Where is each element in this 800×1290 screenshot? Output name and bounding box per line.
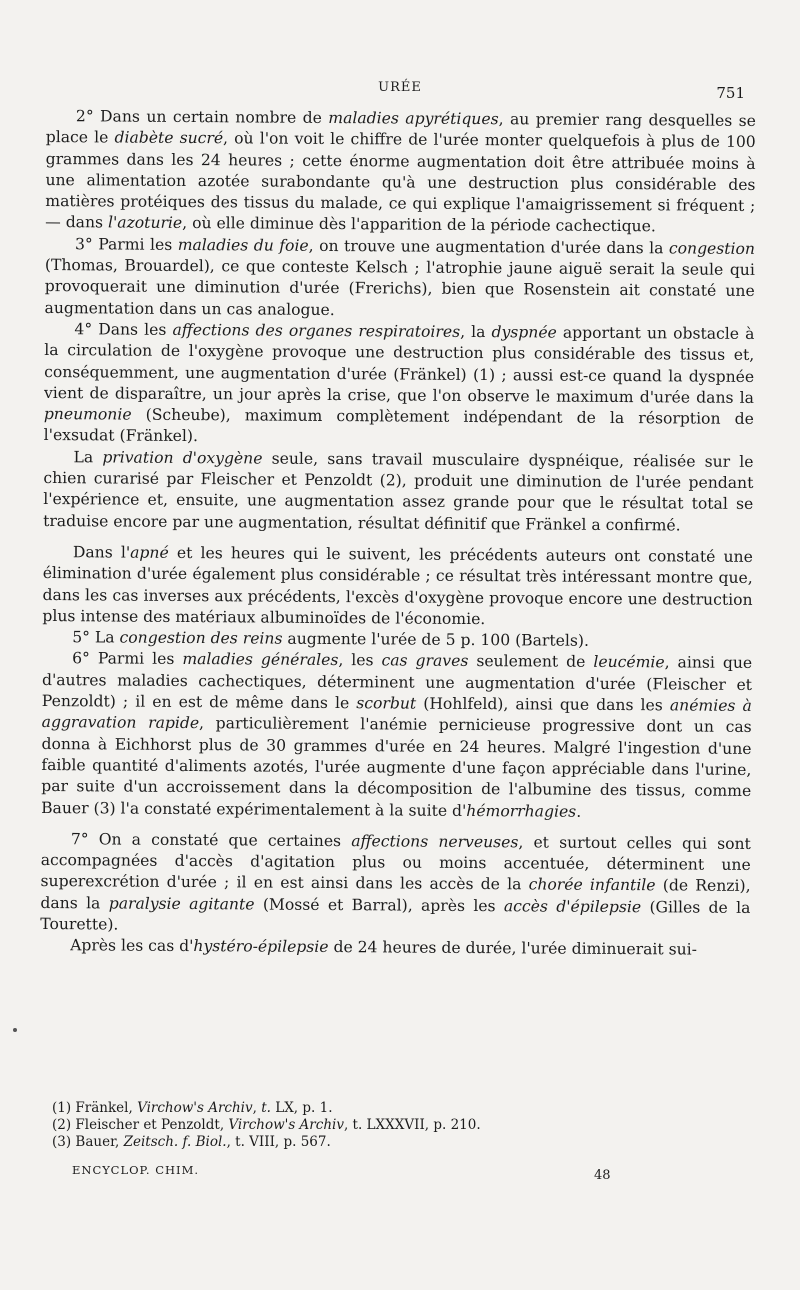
italic-run: maladies apyrétiques: [328, 108, 499, 129]
italic-run: maladies du foie: [177, 235, 309, 255]
text-run: 5° La: [72, 628, 120, 647]
text-run: , la: [460, 322, 492, 342]
text-run: (3) Bauer,: [52, 1134, 124, 1150]
text-run: 4° Dans les: [74, 320, 173, 339]
text-run: (Scheube), maximum complètement indépendant de la résorption de l'exsudat (Fränkel).: [43, 405, 754, 446]
body-text: [40, 106, 756, 962]
footnote-1: [52, 1100, 752, 1117]
footnote-3: [52, 1134, 752, 1151]
text-run: 3° Parmi les: [74, 234, 178, 254]
text-run: augmente l'urée de 5 p. 100 (Bartels).: [282, 629, 590, 650]
italic-run: congestion des reins: [119, 628, 283, 648]
paragraph-p3: [45, 234, 756, 324]
ink-speck: [13, 1028, 17, 1032]
text-run: Dans l': [72, 543, 131, 562]
text-run: (Mossé et Barral), après les: [254, 895, 504, 915]
text-run: , où elle diminue dès l'apparition de la période cachectique.: [182, 214, 656, 236]
italic-run: chorée infantile: [528, 875, 656, 895]
text-run: (Thomas, Brouardel), ce que conteste Kelsch ; l'atrophie jaune aiguë serait la seule qui provoquerait une diminution d'urée (Frerichs), bien que Rosenstein ait constaté une augmentation dans un cas analogue.: [44, 256, 755, 319]
italic-run: t.: [261, 1100, 271, 1116]
text-run: de 24 heures de durée, l'urée diminuerait sui-: [328, 938, 698, 959]
italic-run: diabète sucré: [114, 128, 224, 148]
italic-run: Zeitsch. f. Biol.: [123, 1134, 227, 1150]
italic-run: maladies générales: [182, 650, 339, 670]
italic-run: Virchow's Archiv: [228, 1117, 344, 1133]
text-run: seule, sans travail musculaire dyspnéique, réalisée sur le chien curarisé par Fleischer et Penzoldt (2), produit une diminution de l'urée pendant l'expérience et, ensuite, une augmentation assez grande pour que le résultat total se traduise encore par une augmentation, résultat définitif que Fränkel a confirmé.: [43, 449, 754, 535]
text-run: LX, p. 1.: [270, 1100, 333, 1116]
text-run: (de Renzi), dans la: [40, 876, 751, 913]
text-run: seulement de: [468, 652, 594, 672]
text-run: 2° Dans un certain nombre de: [75, 107, 329, 127]
italic-run: l'azoturie: [107, 213, 183, 233]
italic-run: accès d'épilepsie: [503, 896, 642, 916]
italic-run: scorbut: [356, 694, 417, 713]
paragraph-p8: [40, 935, 750, 961]
italic-run: paralysie agitante: [108, 894, 255, 914]
italic-run: leucémie: [593, 653, 665, 672]
text-run: , particulièrement l'anémie pernicieuse progressive dont un cas donna à Eichhorst plus de 30 grammes d'urée en 24 heures. Malgré l'ingestion d'une faible quantité d'aliments azotés, l'urée augmente d'une façon appréciable dans l'urine, par suite d'un accroissement dans la décomposition de l'albumine des tissus, comme Bauer (3) l'a constaté expérimentalement à la suite d': [41, 714, 752, 820]
text-run: , les: [338, 651, 382, 670]
text-run: , t. LXXXVII, p. 210.: [343, 1117, 481, 1133]
text-run: , on trouve une augmentation d'urée dans la: [308, 236, 670, 258]
text-run: apportant un obstacle à la circulation de l'oxygène provoque une destruction plus considérable des tissus et, conséquemment, une augmentation d'urée (Fränkel) (1) ; aussi est-ce quand la dyspnée vient de disparaître, un jour après la crise, que l'on observe le maximum d'urée dans la: [43, 323, 755, 407]
italic-run: hémorrhagies: [466, 801, 577, 821]
page-number: 751: [716, 84, 745, 102]
paragraph-p2: [45, 106, 756, 239]
text-run: .: [576, 802, 582, 821]
paragraph-p4: [44, 319, 755, 452]
text-run: , et surtout celles qui sont accompagnées d'accès d'agitation plus ou moins accentuée, déterminent une superexcrétion d'urée ; il en est ainsi dans les accès de la: [40, 833, 751, 894]
text-run: , ainsi que d'autres maladies cachectiques, déterminent une augmentation d'urée (Fleischer et Penzoldt) ; il en est de même dans le: [41, 653, 753, 713]
paragraph-p6: [41, 648, 752, 823]
paragraph-p4b: [43, 447, 754, 537]
running-head: URÉE: [378, 80, 422, 95]
text-run: (1) Fränkel,: [52, 1100, 138, 1116]
text-run: (Hohlfeld), ainsi que dans les: [416, 694, 670, 715]
text-run: 6° Parmi les: [72, 649, 183, 669]
paragraph-p7: [40, 829, 751, 940]
text-run: , au premier rang desquelles se place le: [45, 110, 756, 147]
italic-run: Virchow's Archiv: [137, 1100, 253, 1116]
footnote-2: [52, 1117, 752, 1134]
text-run: et les heures qui le suivent, les précédents auteurs ont constaté une élimination d'urée également plus considérable ; ce résultat très intéressant montre que, dans les cas inverses aux précédents, l'excès d'oxygène provoque encore une destruction plus intense des matériaux albuminoïdes de l'économie.: [42, 543, 753, 628]
italic-run: hystéro-épilepsie: [193, 937, 329, 957]
italic-run: cas graves: [381, 651, 469, 671]
italic-run: congestion: [668, 239, 756, 258]
paragraph-p4c: [42, 542, 753, 632]
italic-run: pneumonie: [43, 405, 132, 424]
sheet-number: 48: [594, 1168, 611, 1183]
text-run: Après les cas d': [70, 936, 194, 956]
footnotes: [52, 1100, 752, 1151]
text-run: , où l'on voit le chiffre de l'urée monter quelquefois à plus de 100 grammes dans les 24 heures ; cette énorme augmentation doit être attribuée moins à une alimentation azotée surabondante qu'à une destruction plus considérable des matières protéiques des tissus du malade, ce qui explique l'amaigrissement si fréquent ; — dans: [45, 129, 756, 232]
text-run: (Gilles de la Tourette).: [40, 897, 751, 934]
italic-run: affections des organes respiratoires: [172, 320, 461, 341]
text-run: ,: [252, 1100, 262, 1116]
text-run: (2) Fleischer et Penzoldt,: [52, 1117, 229, 1133]
italic-run: anémies à aggravation rapide: [41, 696, 752, 733]
printer-signature: ENCYCLOP. CHIM.: [72, 1163, 200, 1177]
italic-run: privation d'oxygène: [102, 448, 263, 468]
text-run: La: [73, 447, 103, 467]
text-run: , t. VIII, p. 567.: [226, 1134, 331, 1150]
italic-run: apné: [130, 543, 169, 562]
text-run: 7° On a constaté que certaines: [70, 829, 352, 850]
italic-run: dyspnée: [491, 323, 557, 342]
italic-run: affections nerveuses: [351, 831, 519, 852]
